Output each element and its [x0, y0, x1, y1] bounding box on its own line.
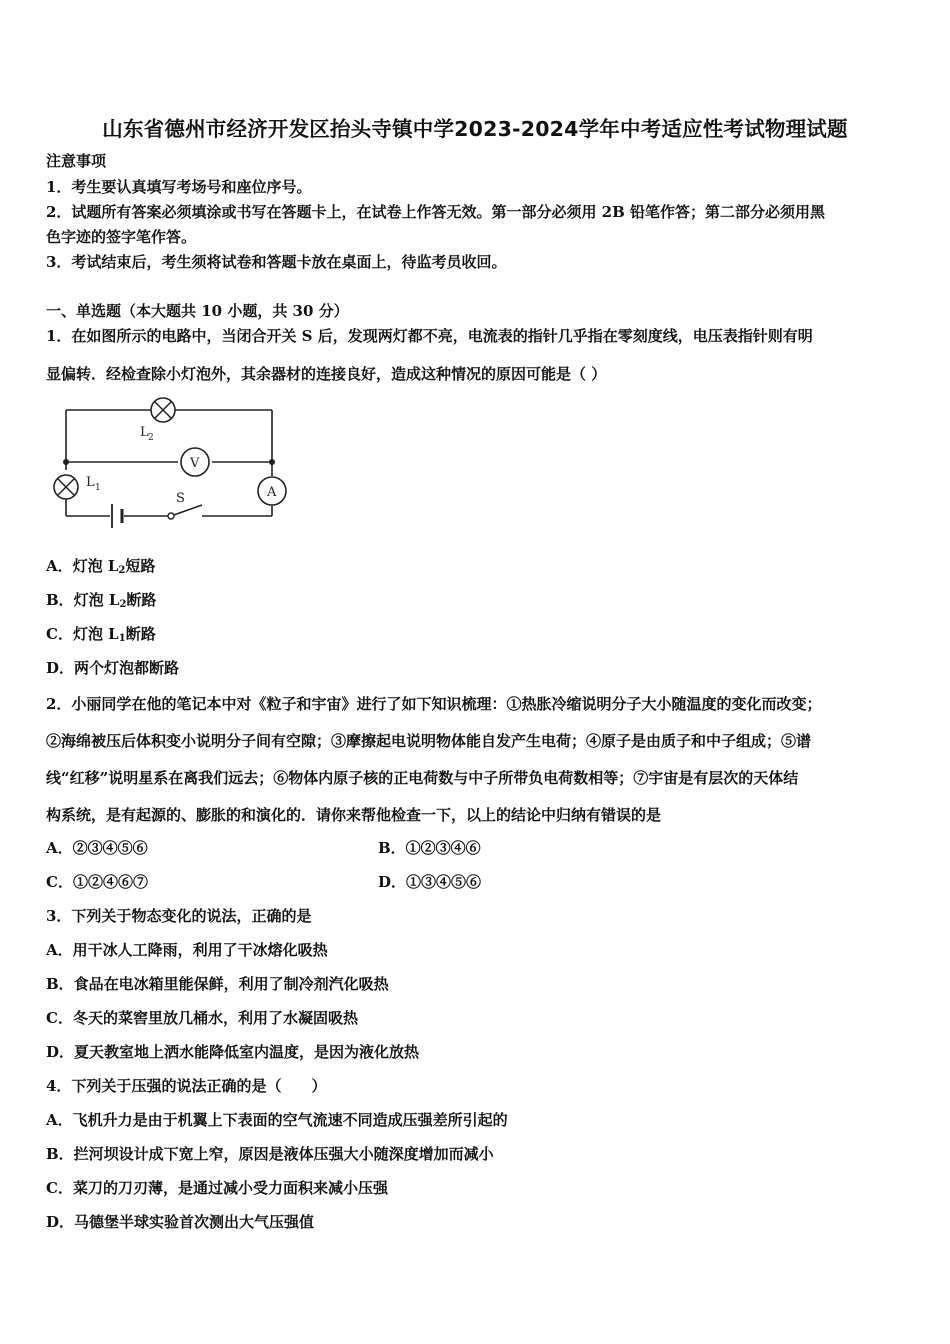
switch-label: S	[176, 491, 185, 506]
q2-option-b[interactable]: B．①②③④⑥	[378, 839, 481, 857]
l2-label: L	[140, 425, 149, 440]
notice-item: 1．考生要认真填写考场号和座位序号。	[46, 178, 312, 196]
q4-option-a[interactable]: A．飞机升力是由于机翼上下表面的空气流速不同造成压强差所引起的	[46, 1111, 508, 1129]
q2-option-d[interactable]: D．①③④⑤⑥	[378, 873, 482, 891]
l1-label-sub: 1	[95, 483, 101, 493]
q3-option-d[interactable]: D．夏天教室地上洒水能降低室内温度，是因为液化放热	[46, 1043, 420, 1061]
ammeter-label: A	[267, 485, 277, 500]
q1-stem: 显偏转．经检查除小灯泡外，其余器材的连接良好，造成这种情况的原因可能是（ ）	[46, 365, 607, 383]
q2-stem: ②海绵被压后体积变小说明分子间有空隙；③摩擦起电说明物体能自发产生电荷；④原子是由质子和中子组成；⑤谱	[46, 732, 812, 750]
q4-option-d[interactable]: D．马德堡半球实验首次测出大气压强值	[46, 1213, 315, 1231]
notice-heading: 注意事项	[46, 152, 107, 170]
q3-option-a[interactable]: A．用干冰人工降雨，利用了干冰熔化吸热	[46, 941, 328, 959]
q2-stem: 2．小丽同学在他的笔记本中对《粒子和宇宙》进行了如下知识梳理：①热胀冷缩说明分子大小随温度的变化而改变；	[46, 695, 822, 713]
q2-option-c[interactable]: C．①②④⑥⑦	[46, 873, 148, 891]
battery-icon	[112, 504, 122, 528]
q1-option-a[interactable]: A．灯泡 $L_2$短路	[46, 557, 156, 576]
notice-item: 色字迹的签字笔作答。	[46, 228, 197, 246]
q1-option-d[interactable]: D．两个灯泡都断路	[46, 659, 180, 677]
q2-stem: 线“红移”说明星系在离我们远去；⑥物体内原子核的正电荷数与中子所带负电荷数相等；⑦宇宙是有层次的天体结	[46, 769, 799, 787]
junction-dot	[63, 459, 69, 465]
q2-stem: 构系统，是有起源的、膨胀的和演化的．请你来帮他检查一下，以上的结论中归纳有错误的是	[46, 806, 662, 824]
notice-item: 3．考试结束后，考生须将试卷和答题卡放在桌面上，待监考员收回。	[46, 253, 507, 271]
switch-icon	[168, 513, 174, 519]
section-heading: 一、单选题（本大题共 10 小题，共 30 分）	[46, 302, 349, 320]
notice-item: 2．试题所有答案必须填涂或书写在答题卡上，在试卷上作答无效。第一部分必须用 2B 铅笔作答；第二部分必须用黑	[46, 203, 826, 221]
q2-option-a[interactable]: A．②③④⑤⑥	[46, 839, 148, 857]
junction-dot	[269, 459, 275, 465]
q1-option-c[interactable]: C．灯泡 $L_1$断路	[46, 625, 156, 644]
page-title: 山东省德州市经济开发区抬头寺镇中学2023-2024学年中考适应性考试物理试题	[102, 117, 848, 141]
q1-stem: 1．在如图所示的电路中，当闭合开关 S 后，发现两灯都不亮，电流表的指针几乎指在零刻度线，电压表指针则有明	[46, 327, 813, 345]
q3-stem: 3．下列关于物态变化的说法，正确的是	[46, 907, 312, 925]
q3-option-b[interactable]: B．食品在电冰箱里能保鲜，利用了制冷剂汽化吸热	[46, 975, 389, 993]
circuit-diagram	[44, 392, 294, 532]
q3-option-c[interactable]: C．冬天的菜窖里放几桶水，利用了水凝固吸热	[46, 1009, 358, 1027]
voltmeter-label: V	[190, 456, 200, 471]
q1-option-b[interactable]: B．灯泡 $L_2$断路	[46, 591, 157, 610]
q4-stem: 4．下列关于压强的说法正确的是（ ）	[46, 1077, 327, 1095]
l1-label: L	[86, 475, 95, 490]
q4-option-b[interactable]: B．拦河坝设计成下宽上窄，原因是液体压强大小随深度增加而减小	[46, 1145, 494, 1163]
lamp-l1-icon	[54, 475, 78, 499]
lamp-l2-icon	[151, 398, 175, 422]
l2-label-sub: 2	[148, 433, 154, 443]
q4-option-c[interactable]: C．菜刀的刀刃薄，是通过减小受力面积来减小压强	[46, 1179, 388, 1197]
